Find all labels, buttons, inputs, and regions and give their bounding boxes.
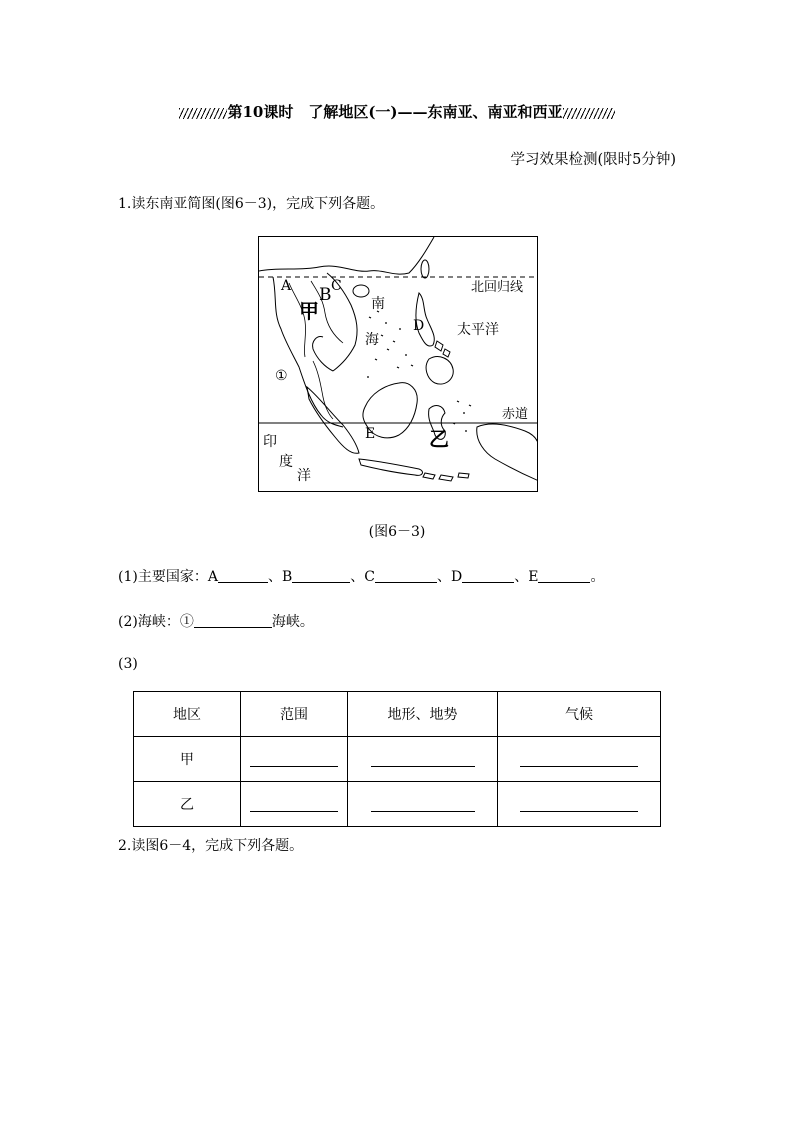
blank-jia-climate[interactable]: [520, 766, 638, 767]
map-label-C: C: [331, 278, 342, 294]
china-coast: [259, 237, 434, 274]
blank-D[interactable]: [462, 568, 514, 583]
sep: 、: [350, 569, 365, 585]
map-label-jia: 甲: [299, 299, 319, 323]
header-region: 地区: [134, 692, 241, 737]
cell: [241, 737, 348, 782]
row-label-yi: 乙: [134, 782, 241, 827]
blank-jia-terrain[interactable]: [371, 766, 475, 767]
row-label-jia: 甲: [134, 737, 241, 782]
southeast-asia-map: [258, 236, 538, 492]
blank-yi-range[interactable]: [250, 811, 338, 812]
table-header-row: [134, 692, 661, 737]
map-label-D: D: [413, 318, 425, 334]
country-letter-E: E: [528, 569, 539, 585]
java: [359, 459, 422, 475]
blank-strait[interactable]: [194, 613, 272, 628]
question-1-part-2: [118, 611, 314, 631]
country-letter-B: B: [281, 569, 293, 585]
cell: [348, 782, 498, 827]
blank-E[interactable]: [538, 568, 590, 583]
map-label-B: B: [319, 285, 332, 305]
country-letter-A: A: [207, 569, 218, 585]
map-label-yi: 乙: [429, 427, 449, 451]
sep: 、: [514, 569, 529, 585]
part-2-suffix: 海峡。: [271, 614, 314, 630]
sumatra: [307, 387, 359, 453]
blank-jia-range[interactable]: [250, 766, 338, 767]
sep: 、: [436, 569, 451, 585]
title-left-hatch: [179, 108, 227, 119]
map-label-pacific: 太平洋: [457, 322, 499, 338]
new-guinea: [477, 424, 538, 481]
question-2-stem: 2.读图6－4，完成下列各题。: [118, 838, 304, 854]
map-label-yang: 洋: [297, 468, 311, 484]
part-1-prefix: (1)主要国家：: [118, 569, 208, 585]
blank-A[interactable]: [218, 568, 268, 583]
gulf-thailand: [313, 337, 333, 371]
cell: [348, 737, 498, 782]
part-2-prefix: (2)海峡：①: [118, 614, 194, 630]
figure-caption: (图6－3): [368, 524, 426, 540]
header-terrain: 地形、地势: [348, 692, 498, 737]
map-label-nan: 南: [371, 296, 385, 312]
table-row: [134, 737, 661, 782]
end-mark: 。: [590, 569, 605, 585]
table-row: [134, 782, 661, 827]
page-title: [0, 101, 794, 122]
country-letter-D: D: [450, 569, 463, 585]
map-label-tropic: 北回归线: [471, 280, 524, 295]
header-climate: 气候: [498, 692, 661, 737]
map-label-du: 度: [279, 454, 293, 470]
blank-C[interactable]: [375, 568, 437, 583]
country-letter-C: C: [364, 569, 375, 585]
question-1-part-3-label: (3): [118, 656, 138, 672]
cell: [498, 782, 661, 827]
map-label-yin: 印: [263, 434, 277, 450]
map-label-circle-1: ①: [275, 368, 288, 384]
map-label-E: E: [365, 426, 376, 442]
map-label-A: A: [281, 278, 292, 294]
region-table: [133, 691, 661, 827]
blank-yi-terrain[interactable]: [371, 811, 475, 812]
map-label-equator: 赤道: [502, 407, 529, 422]
blank-yi-climate[interactable]: [520, 811, 638, 812]
blank-B[interactable]: [292, 568, 350, 583]
cell: [498, 737, 661, 782]
subtitle: 学习效果检测(限时5分钟): [510, 152, 676, 168]
sep: 、: [267, 569, 282, 585]
map-drawing: [259, 237, 538, 492]
question-1-part-1: [118, 566, 604, 586]
title-text: 第10课时 了解地区(一)——东南亚、南亚和西亚: [227, 103, 563, 121]
map-label-hai: 海: [365, 332, 379, 348]
question-1-stem: 1.读东南亚简图(图6－3)，完成下列各题。: [118, 196, 385, 212]
cell: [241, 782, 348, 827]
title-right-hatch: [563, 108, 615, 119]
header-range: 范围: [241, 692, 348, 737]
